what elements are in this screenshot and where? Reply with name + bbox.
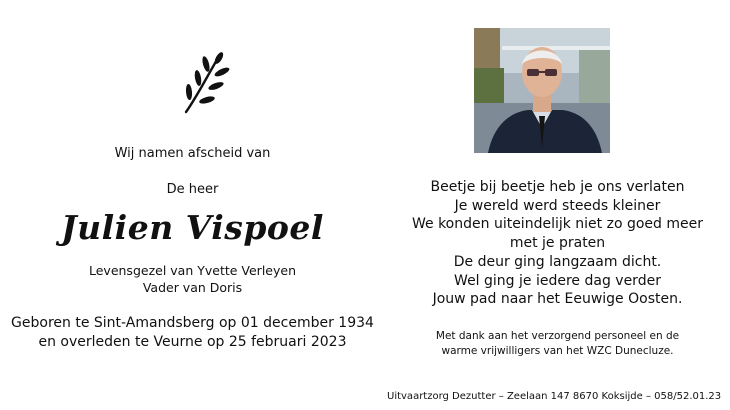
thanks-note xyxy=(385,329,730,359)
relation-line: Vader van Doris xyxy=(142,280,243,295)
portrait-photo xyxy=(474,28,610,153)
thanks-line: Met dank aan het verzorgend personeel en de xyxy=(435,330,680,342)
death-line: en overleden te Veurne op 25 februari 2023 xyxy=(38,334,347,350)
footer-text: Uitvaartzorg Dezutter – Zeelaan 147 8670 Koksijde – 058/52.01.23 xyxy=(387,391,722,402)
birth-line: Geboren te Sint-Amandsberg op 01 december 1934 xyxy=(11,315,374,331)
deceased-name: Julien Vispoel xyxy=(61,208,324,247)
poem-line: We konden uiteindelijk niet zo goed meer xyxy=(411,216,703,233)
poem-line: Wel ging je iedere dag verder xyxy=(454,272,661,289)
intro-text: Wij namen afscheid van xyxy=(114,146,271,161)
poem xyxy=(385,178,730,309)
poem-line: Beetje bij beetje heb je ons verlaten xyxy=(430,179,685,195)
thanks-line: warme vrijwilligers van het WZC Dunecluze. xyxy=(441,345,674,357)
relations xyxy=(0,262,385,296)
poem-line: De deur ging langzaam dicht. xyxy=(453,253,662,270)
olive-branch-icon xyxy=(178,52,232,116)
birth-death-dates xyxy=(0,314,385,352)
poem-line: Jouw pad naar het Eeuwige Oosten. xyxy=(432,291,683,308)
right-panel xyxy=(385,0,730,410)
relation-line: Levensgezel van Yvette Verleyen xyxy=(88,263,296,278)
salutation: De heer xyxy=(166,182,219,197)
poem-line: Je wereld werd steeds kleiner xyxy=(454,197,661,214)
poem-line: met je praten xyxy=(509,235,606,252)
